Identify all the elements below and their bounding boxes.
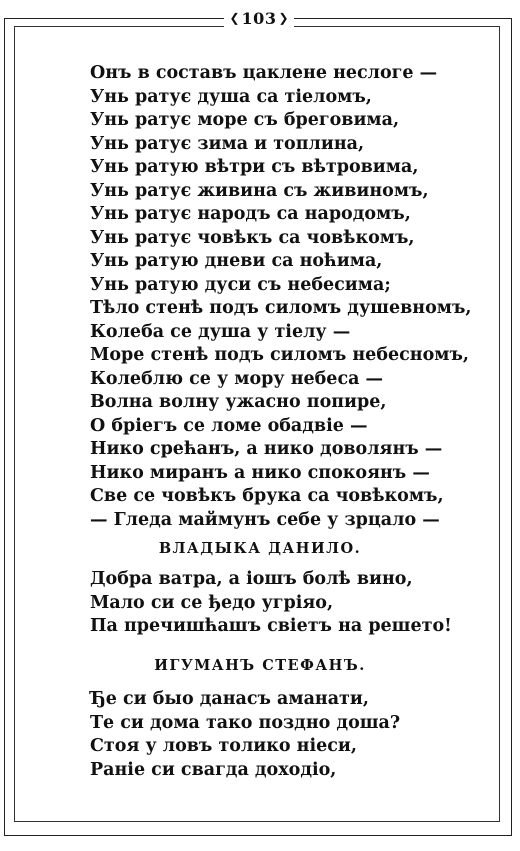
verse-line: О бріегъ се ломе обадвіе — (90, 415, 368, 436)
verse-line: Нико срећанъ, а нико доволянъ — (90, 439, 443, 459)
verse-line: Унь ратує народъ са народомъ, (90, 204, 411, 224)
verse-line: Волна волну ужасно попире, (90, 392, 387, 412)
verse-line: Добра ватра, а іошъ болѣ вино, (90, 569, 413, 589)
verse-line: Колеблю се у мору небеса — (90, 368, 384, 389)
verse-line: Море стенѣ подъ силомъ небесномъ, (90, 345, 469, 365)
speaker-heading-vladika-danilo: ВЛАДЫКА ДАНИЛО. (158, 540, 362, 557)
verse-line: Па пречишћашъ свіетъ на решето! (90, 616, 452, 636)
verse-line: Унь ратує зима и топлина, (90, 133, 365, 154)
verse-line: Раніе си свагда доходіо, (90, 759, 337, 780)
verse-line: Све се човѣкъ брука са човѣкомъ, (90, 486, 444, 506)
verse-line: Стоя у ловъ толико ніеси, (90, 736, 358, 756)
verse-line: Унь ратую дуси съ небесима; (90, 274, 391, 295)
verse-line: Унь ратую вѣтри съ вѣтровима, (90, 157, 419, 177)
page-number-ornament (224, 2, 294, 34)
verse-line: Нико миранъ а нико спокоянъ — (90, 462, 430, 483)
verse-line: Унь ратую дневи са ноћима, (90, 251, 383, 271)
verse-line: Ђе си быо данасъ аманати, (90, 689, 369, 709)
verse-line: Унь ратує море съ бреговима, (90, 110, 400, 130)
speaker-heading-iguman-stefan: ИГУМАНЪ СТЕФАНЪ. (154, 657, 366, 674)
verse-line: Унь ратує душа са тіеломъ, (90, 86, 372, 107)
verse-line: — Гледа маймунъ себе у зрцало — (90, 509, 440, 530)
stanza-iguman-stefan (90, 688, 430, 782)
verse-line: Мало си се ђедо угріяо, (90, 592, 334, 613)
verse-line: Те си дома тако поздно доша? (90, 712, 401, 733)
stanza-vladika-danilo (90, 568, 452, 639)
right-ornament-icon: ❯ (278, 11, 289, 25)
page-number: 103 (241, 8, 277, 28)
verse-line: Унь ратує човѣкъ са човѣкомъ, (90, 227, 415, 248)
verse-line: Унь ратує живина съ живиномъ, (90, 180, 429, 201)
stanza-main (90, 62, 472, 532)
left-ornament-icon: ❮ (229, 11, 240, 25)
verse-line: Онъ в составъ цаклене неслоге — (90, 63, 438, 83)
verse-line: Тѣло стенѣ подъ силомъ душевномъ, (90, 298, 472, 318)
verse-line: Колеба се душа у тіелу — (90, 321, 351, 342)
